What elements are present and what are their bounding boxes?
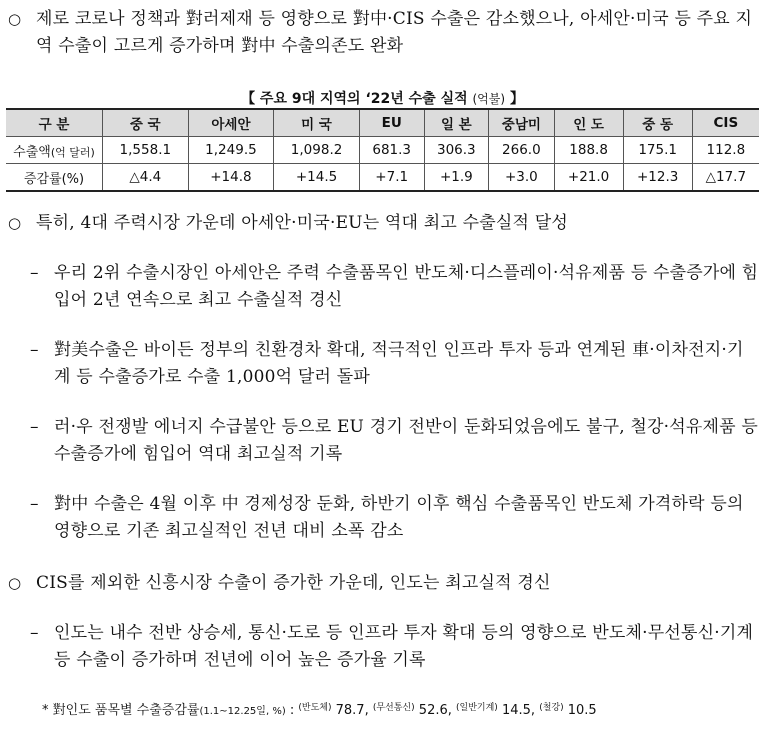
item-label: (일반기계) xyxy=(456,703,498,713)
col-header: EU xyxy=(359,109,424,137)
item-value: 10.5 xyxy=(567,703,597,718)
col-header: 중남미 xyxy=(489,109,554,137)
dash-bullet-icon: – xyxy=(30,340,39,360)
table-cell: +14.8 xyxy=(188,164,274,192)
table-unit: (억불) xyxy=(472,92,506,106)
table-cell: 266.0 xyxy=(489,137,554,164)
col-header: 인 도 xyxy=(554,109,623,137)
table-cell: 1,098.2 xyxy=(274,137,360,164)
table-cell: +3.0 xyxy=(489,164,554,192)
circle-bullet-icon: ○ xyxy=(8,214,22,232)
footnote-india-items: * 對인도 품목별 수출증감률(1.1~12.25일, %) : $^{(반도체)}$ 78.7, $^{(무선통신)}$ 52.6, $^{(일반기계)}$ 14.5, $^{(철강)}$ 10.5 xyxy=(42,703,597,718)
footnote-prefix: * 對인도 품목별 수출증감률 xyxy=(42,703,200,718)
sub-bullet-text: 러·우 전쟁발 에너지 수급불안 등으로 EU 경기 전반이 둔화되었음에도 불구, 철강·석유제품 등 수출증가에 힘입어 역대 최고실적 기록 xyxy=(54,417,758,464)
table-cell: 175.1 xyxy=(623,137,692,164)
sub-bullet-text: 우리 2위 수출시장인 아세안은 주력 수출품목인 반도체·디스플레이·석유제품 등 수출증가에 힘입어 2년 연속으로 최고 수출실적 경신 xyxy=(54,263,759,310)
row-label: 증감률(%) xyxy=(6,164,103,192)
table-cell: △17.7 xyxy=(692,164,759,192)
item-value: 14.5 xyxy=(501,703,531,718)
circle-bullet-icon: ○ xyxy=(8,10,22,28)
table-cell: +12.3 xyxy=(623,164,692,192)
table-cell: +14.5 xyxy=(274,164,360,192)
bullet-text: 제로 코로나 정책과 對러제재 등 영향으로 對中·CIS 수출은 감소했으나, 아세안·미국 등 주요 지역 수출이 고르게 증가하며 對中 수출의존도 완화 xyxy=(36,9,753,56)
table-cell: +21.0 xyxy=(554,164,623,192)
bullet-text: 특히, 4대 주력시장 가운데 아세안·미국·EU는 역대 최고 수출실적 달성 xyxy=(36,213,568,233)
table-cell: 681.3 xyxy=(359,137,424,164)
table-row-growth-rate xyxy=(6,164,759,192)
sub-bullet-india xyxy=(30,620,759,674)
sub-bullet-eu xyxy=(30,414,759,468)
dash-bullet-icon: – xyxy=(30,494,39,514)
table-cell: 1,249.5 xyxy=(188,137,274,164)
table-cell: 1,558.1 xyxy=(103,137,189,164)
sub-bullet-text: 인도는 내수 전반 상승세, 통신·도로 등 인프라 투자 확대 등의 영향으로 반도체·무선통신·기계 등 수출이 증가하며 전년에 이어 높은 증가율 기록 xyxy=(54,623,754,670)
table-header-row xyxy=(6,109,759,137)
dash-bullet-icon: – xyxy=(30,417,39,437)
col-header: 아세안 xyxy=(188,109,274,137)
col-header: CIS xyxy=(692,109,759,137)
table-cell: △4.4 xyxy=(103,164,189,192)
sub-bullet-text: 對中 수출은 4월 이후 中 경제성장 둔화, 하반기 이후 핵심 수출품목인 반도체 가격하락 등의 영향으로 기존 최고실적인 전년 대비 소폭 감소 xyxy=(54,494,744,541)
col-header: 중 국 xyxy=(103,109,189,137)
dash-bullet-icon: – xyxy=(30,263,39,283)
sub-bullet-china xyxy=(30,491,759,545)
col-header: 일 본 xyxy=(424,109,489,137)
bullet-record-markets xyxy=(8,210,759,237)
row-label: 수출액(억 달러) xyxy=(6,137,103,164)
col-header: 중 동 xyxy=(623,109,692,137)
table-cell: 112.8 xyxy=(692,137,759,164)
sub-bullet-asean xyxy=(30,260,759,314)
col-header: 미 국 xyxy=(274,109,360,137)
table-title: 【 주요 9대 지역의 ‘22년 수출 실적 (억불) 】 xyxy=(241,91,524,107)
item-label: (무선통신) xyxy=(372,703,415,713)
item-value: 78.7 xyxy=(335,703,365,718)
col-header: 구 분 xyxy=(6,109,103,137)
footnote-period: (1.1~12.25일, %) xyxy=(199,706,286,717)
table-cell: +1.9 xyxy=(424,164,489,192)
table-cell: +7.1 xyxy=(359,164,424,192)
table-cell: 188.8 xyxy=(554,137,623,164)
item-label: (철강) xyxy=(539,703,564,713)
bullet-emerging-markets xyxy=(8,570,759,597)
item-value: 52.6 xyxy=(418,703,448,718)
bullet-text: CIS를 제외한 신흥시장 수출이 증가한 가운데, 인도는 최고실적 경신 xyxy=(36,573,551,593)
table-row-export-amount xyxy=(6,137,759,164)
sub-bullet-text: 對美수출은 바이든 정부의 친환경차 확대, 적극적인 인프라 투자 등과 연계된 車·이차전지·기계 등 수출증가로 수출 1,000억 달러 돌파 xyxy=(54,340,744,387)
region-export-table xyxy=(6,108,759,192)
table-cell: 306.3 xyxy=(424,137,489,164)
item-label: (반도체) xyxy=(298,703,332,713)
dash-bullet-icon: – xyxy=(30,623,39,643)
sub-bullet-usa xyxy=(30,337,759,391)
circle-bullet-icon: ○ xyxy=(8,574,22,592)
bullet-export-summary xyxy=(8,6,759,60)
